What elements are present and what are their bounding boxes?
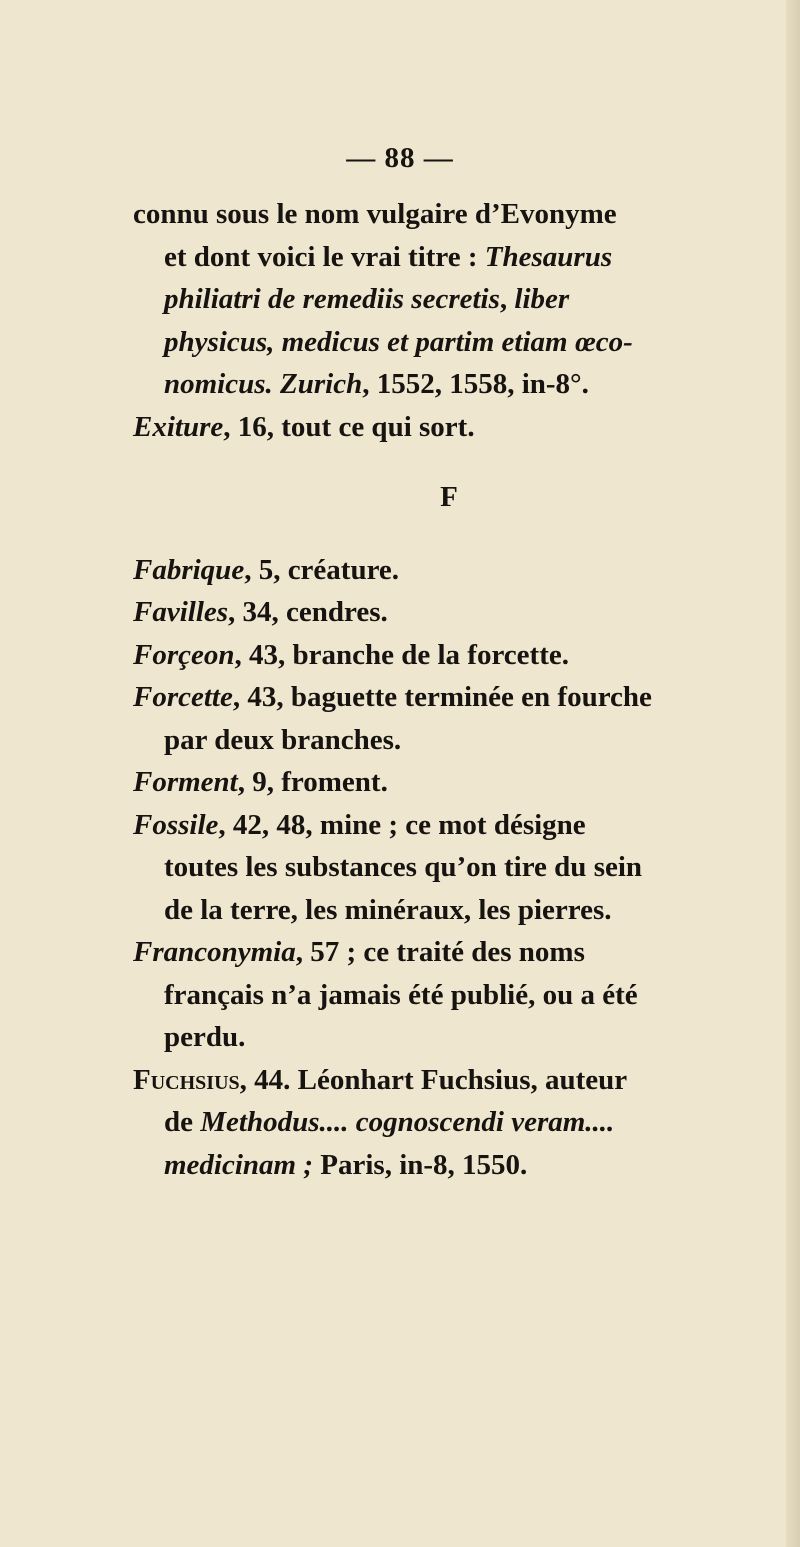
intro-line [133,236,765,279]
italic-term: Forment [133,766,238,798]
entry-line [133,761,765,804]
italic-term: Forçeon [133,638,235,671]
page-number: — 88 — [346,142,454,174]
entry-line [133,1059,765,1102]
text-run: français n’a jamais été publié, ou a été [164,978,638,1011]
entry-line [133,1144,765,1187]
entry-line [133,846,765,889]
section-letter: F [440,481,458,513]
text-run: de [164,1106,201,1138]
italic-term: Franconymia [133,936,296,968]
italic-term: medicinam ; [164,1148,314,1181]
entry-line [133,804,765,847]
entry-line [133,974,765,1017]
entry-line [133,889,765,932]
entry-line [133,1016,765,1059]
text-run: toutes les substances qu’on tire du sein [164,851,643,883]
intro-line [133,406,765,449]
text-run: Paris, in-8, 1550. [313,1148,528,1181]
text-run: , 34, cendres. [228,596,388,628]
intro-line [133,278,765,321]
glossary-entries [133,549,765,1187]
entry-line [133,931,765,974]
entry-line [133,634,765,677]
text-run: , 57 ; ce traité des noms [295,936,585,968]
text-run: , 43, branche de la forcette. [234,638,569,671]
text-run: , 5, créature. [244,553,400,586]
italic-term: Exiture [133,410,224,443]
text-run: , 44. Léonhart Fuchsius, auteur [239,1063,628,1096]
page-body [133,193,765,1186]
italic-term: liber [514,283,570,315]
italic-term: Thesaurus [484,240,613,273]
text-run: , 42, 48, mine ; ce mot désigne [218,808,586,841]
page-edge-shadow [786,0,800,1547]
entry-line [133,591,765,634]
text-run: , 9, froment. [237,766,388,798]
italic-term: Methodus.... cognoscendi veram.... [200,1106,615,1138]
italic-term: Fabrique [133,553,245,586]
italic-term: philiatri de remediis secretis [164,283,500,315]
italic-term: Forcette [133,681,233,713]
entry-line [133,1101,765,1144]
italic-term: nomicus. Zurich [164,368,363,400]
text-run: connu sous le nom vulgaire d’Evonyme [133,198,617,230]
italic-term: Fossile [133,808,219,841]
author-name: Fuchsius [133,1063,240,1096]
intro-paragraph [133,193,765,448]
text-run: perdu. [164,1021,246,1053]
intro-line [133,321,765,364]
text-run: , 16, tout ce qui sort. [223,410,475,443]
entry-line [133,549,765,592]
text-run: de la terre, les minéraux, les pierres. [164,893,612,926]
text-run: et dont voici le vrai titre : [164,240,485,273]
text-run: par deux branches. [164,723,402,756]
intro-line [133,363,765,406]
text-run: , 43, baguette terminée en fourche [232,681,652,713]
italic-term: physicus, medicus et partim etiam œco- [164,325,633,358]
italic-term: Favilles [133,596,229,628]
text-run: , 1552, 1558, in-8°. [362,368,589,400]
intro-line [133,193,765,236]
entry-line [133,719,765,762]
text-run: , [499,283,515,315]
entry-line [133,676,765,719]
